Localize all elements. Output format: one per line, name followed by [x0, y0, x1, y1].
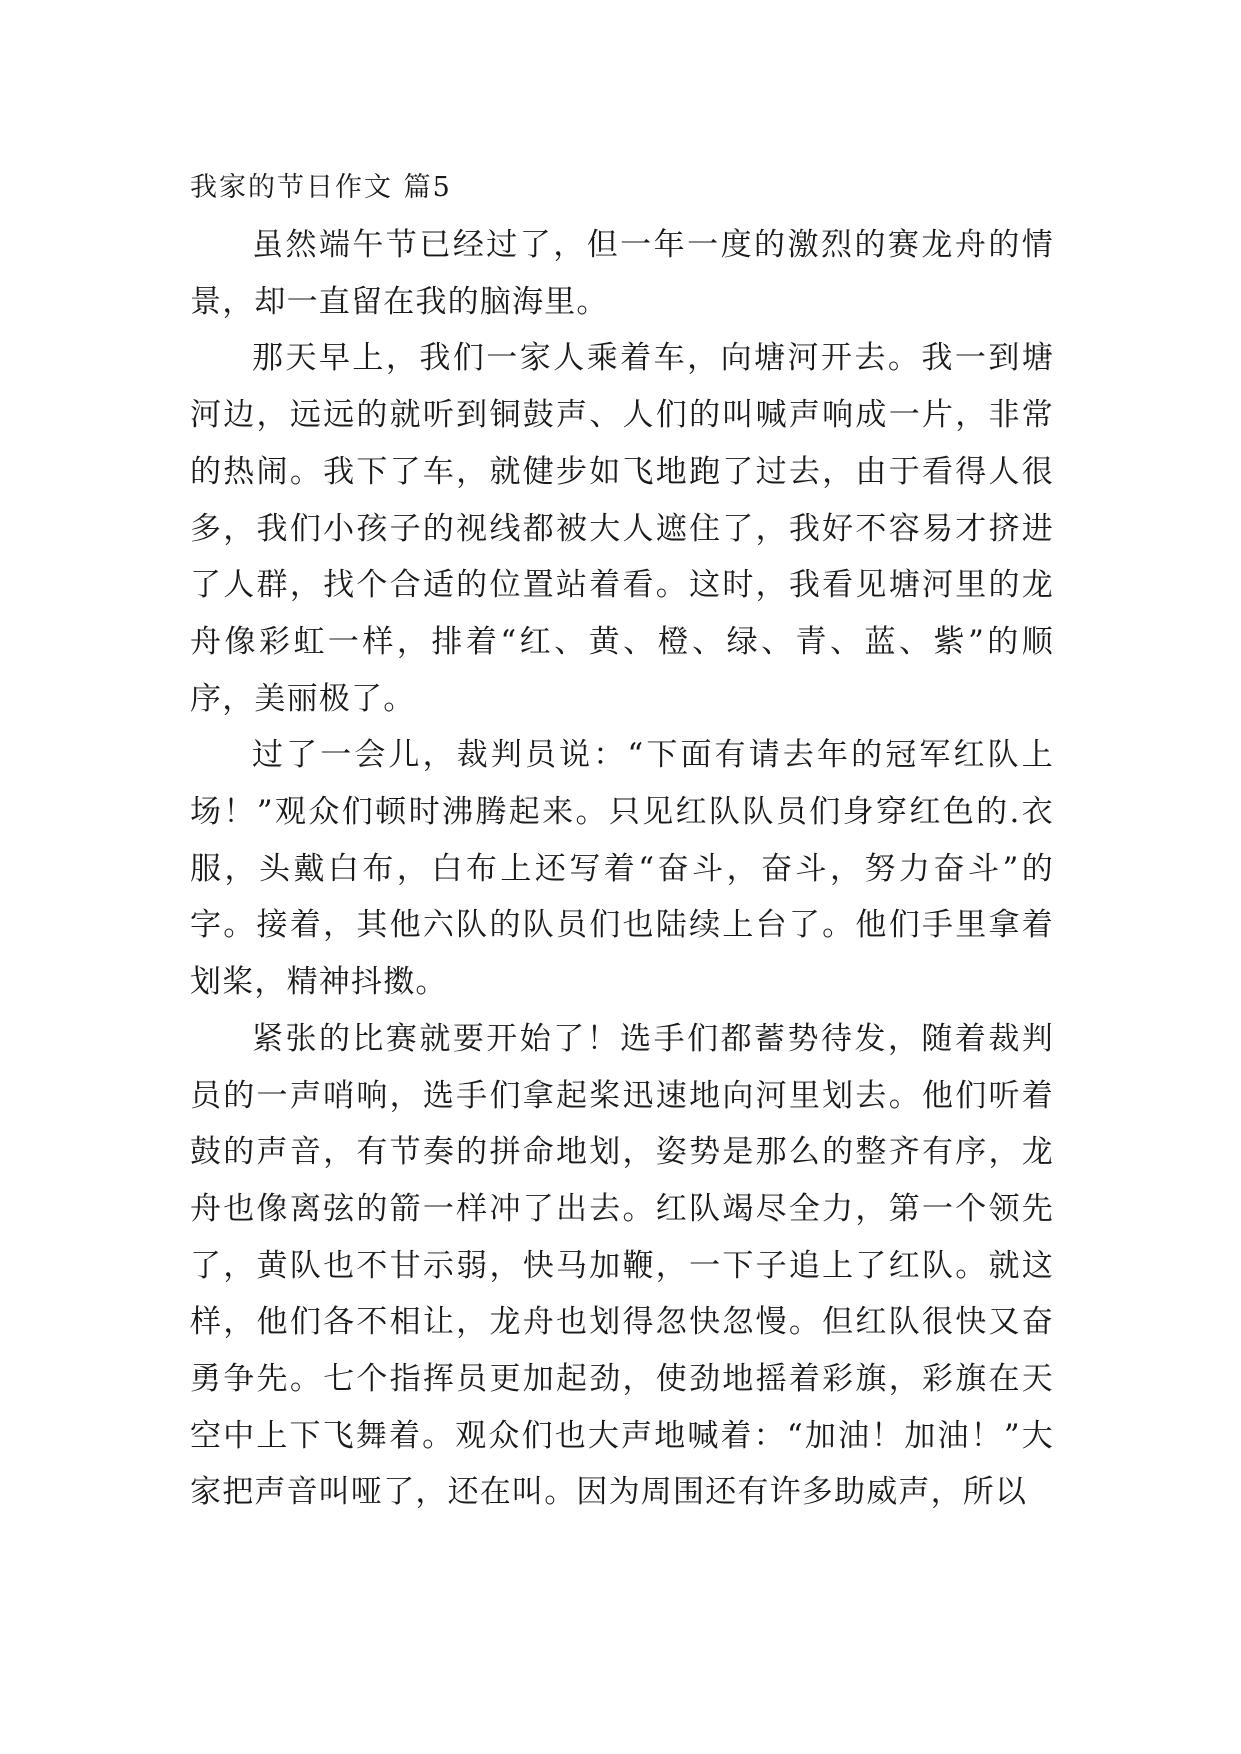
- paragraph-4: 紧张的比赛就要开始了！选手们都蓄势待发，随着裁判员的一声哨响，选手们拿起桨迅速地向河里划去。他们听着鼓的声音，有节奏的拼命地划，姿势是那么的整齐有序，龙舟也像离弦的箭一样冲了出去。红队竭尽全力，第一个领先了，黄队也不甘示弱，快马加鞭，一下子追上了红队。就这样，他们各不相让，龙舟也划得忽快忽慢。但红队很快又奋勇争先。七个指挥员更加起劲，使劲地摇着彩旗，彩旗在天空中上下飞舞着。观众们也大声地喊着：“加油！加油！”大家把声音叫哑了，还在叫。因为周围还有许多助威声，所以: [190, 1020, 1054, 1511]
- paragraph-1: 虽然端午节已经过了，但一年一度的激烈的赛龙舟的情景，却一直留在我的脑海里。: [190, 227, 1054, 320]
- document-title: 我家的节日作文 篇5: [190, 172, 452, 203]
- document-body: [190, 160, 1054, 1521]
- paragraph-3: 过了一会儿，裁判员说：“下面有请去年的冠军红队上场！”观众们顿时沸腾起来。只见红队队员们身穿红色的.衣服，头戴白布，白布上还写着“奋斗，奋斗，努力奋斗”的字。接着，其他六队的队员们也陆续上台了。他们手里拿着划桨，精神抖擞。: [190, 737, 1054, 1001]
- paragraph-2: 那天早上，我们一家人乘着车，向塘河开去。我一到塘河边，远远的就听到铜鼓声、人们的叫喊声响成一片，非常的热闹。我下了车，就健步如飞地跑了过去，由于看得人很多，我们小孩子的视线都被大人遮住了，我好不容易才挤进了人群，找个合适的位置站着看。这时，我看见塘河里的龙舟像彩虹一样，排着“红、黄、橙、绿、青、蓝、紫”的顺序，美丽极了。: [190, 340, 1054, 717]
